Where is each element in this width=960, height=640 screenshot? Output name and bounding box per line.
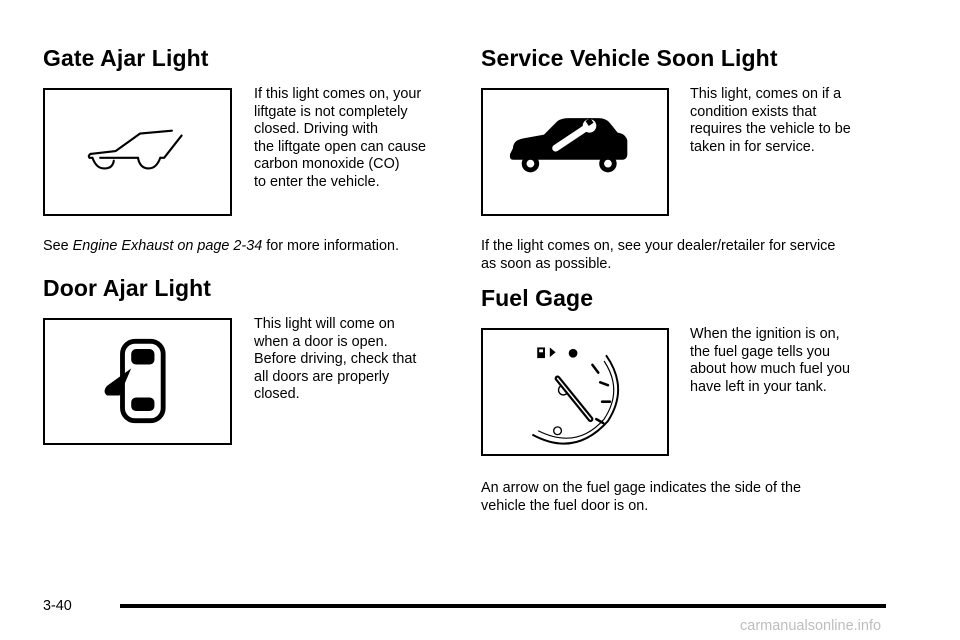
text-line: This light will come on <box>254 316 395 332</box>
service-vehicle-heading: Service Vehicle Soon Light <box>481 45 778 71</box>
text-line: vehicle the fuel door is on. <box>481 497 649 514</box>
door-ajar-figure <box>43 318 232 445</box>
text-line: carbon monoxide (CO) <box>254 156 400 173</box>
fuel-gage-figure <box>481 328 669 456</box>
service-vehicle-figure <box>481 88 669 216</box>
door-ajar-text <box>254 316 416 404</box>
text-line: about how much fuel you <box>690 361 850 378</box>
gate-ajar-figure <box>43 88 232 216</box>
see-suffix: for more information. <box>262 238 399 254</box>
text-line: If this light comes on, your <box>254 86 422 102</box>
liftgate-ajar-icon <box>45 90 230 214</box>
page-number: 3-40 <box>43 598 72 614</box>
service-vehicle-after-text <box>481 238 835 273</box>
text-line: all doors are properly <box>254 368 390 385</box>
gate-ajar-heading: Gate Ajar Light <box>43 45 209 71</box>
text-line: the liftgate open can cause <box>254 138 427 155</box>
fuel-gage-icon <box>483 330 667 454</box>
watermark: carmanualsonline.info <box>740 618 882 634</box>
text-line: liftgate is not completely <box>254 103 408 120</box>
text-line: as soon as possible. <box>481 255 612 272</box>
text-line: to enter the vehicle. <box>254 173 380 190</box>
text-line: the fuel gage tells you <box>690 343 831 360</box>
fuel-gage-text <box>690 326 850 396</box>
cross-reference-link[interactable]: Engine Exhaust on page 2-34 <box>72 238 263 254</box>
fuel-gage-heading: Fuel Gage <box>481 285 594 311</box>
text-line: closed. Driving with <box>254 121 378 138</box>
service-vehicle-text <box>690 86 851 156</box>
text-line: requires the vehicle to be <box>690 121 851 138</box>
see-reference-line <box>43 238 399 256</box>
text-line: This light, comes on if a <box>690 86 842 102</box>
text-line: Before driving, check that <box>254 351 417 368</box>
text-line: closed. <box>254 386 300 403</box>
fuel-gage-after-text <box>481 480 801 515</box>
door-ajar-icon <box>45 320 230 443</box>
see-prefix: See <box>43 238 73 254</box>
text-line: taken in for service. <box>690 138 815 155</box>
footer-rule <box>120 604 886 608</box>
text-line: An arrow on the fuel gage indicates the side of the <box>481 480 802 496</box>
text-line: condition exists that <box>690 103 817 120</box>
door-ajar-heading: Door Ajar Light <box>43 275 212 301</box>
text-line: If the light comes on, see your dealer/retailer for service <box>481 238 836 254</box>
gate-ajar-text <box>254 86 426 192</box>
text-line: When the ignition is on, <box>690 326 840 342</box>
text-line: when a door is open. <box>254 333 388 350</box>
service-vehicle-soon-icon <box>483 90 667 214</box>
text-line: have left in your tank. <box>690 378 827 395</box>
